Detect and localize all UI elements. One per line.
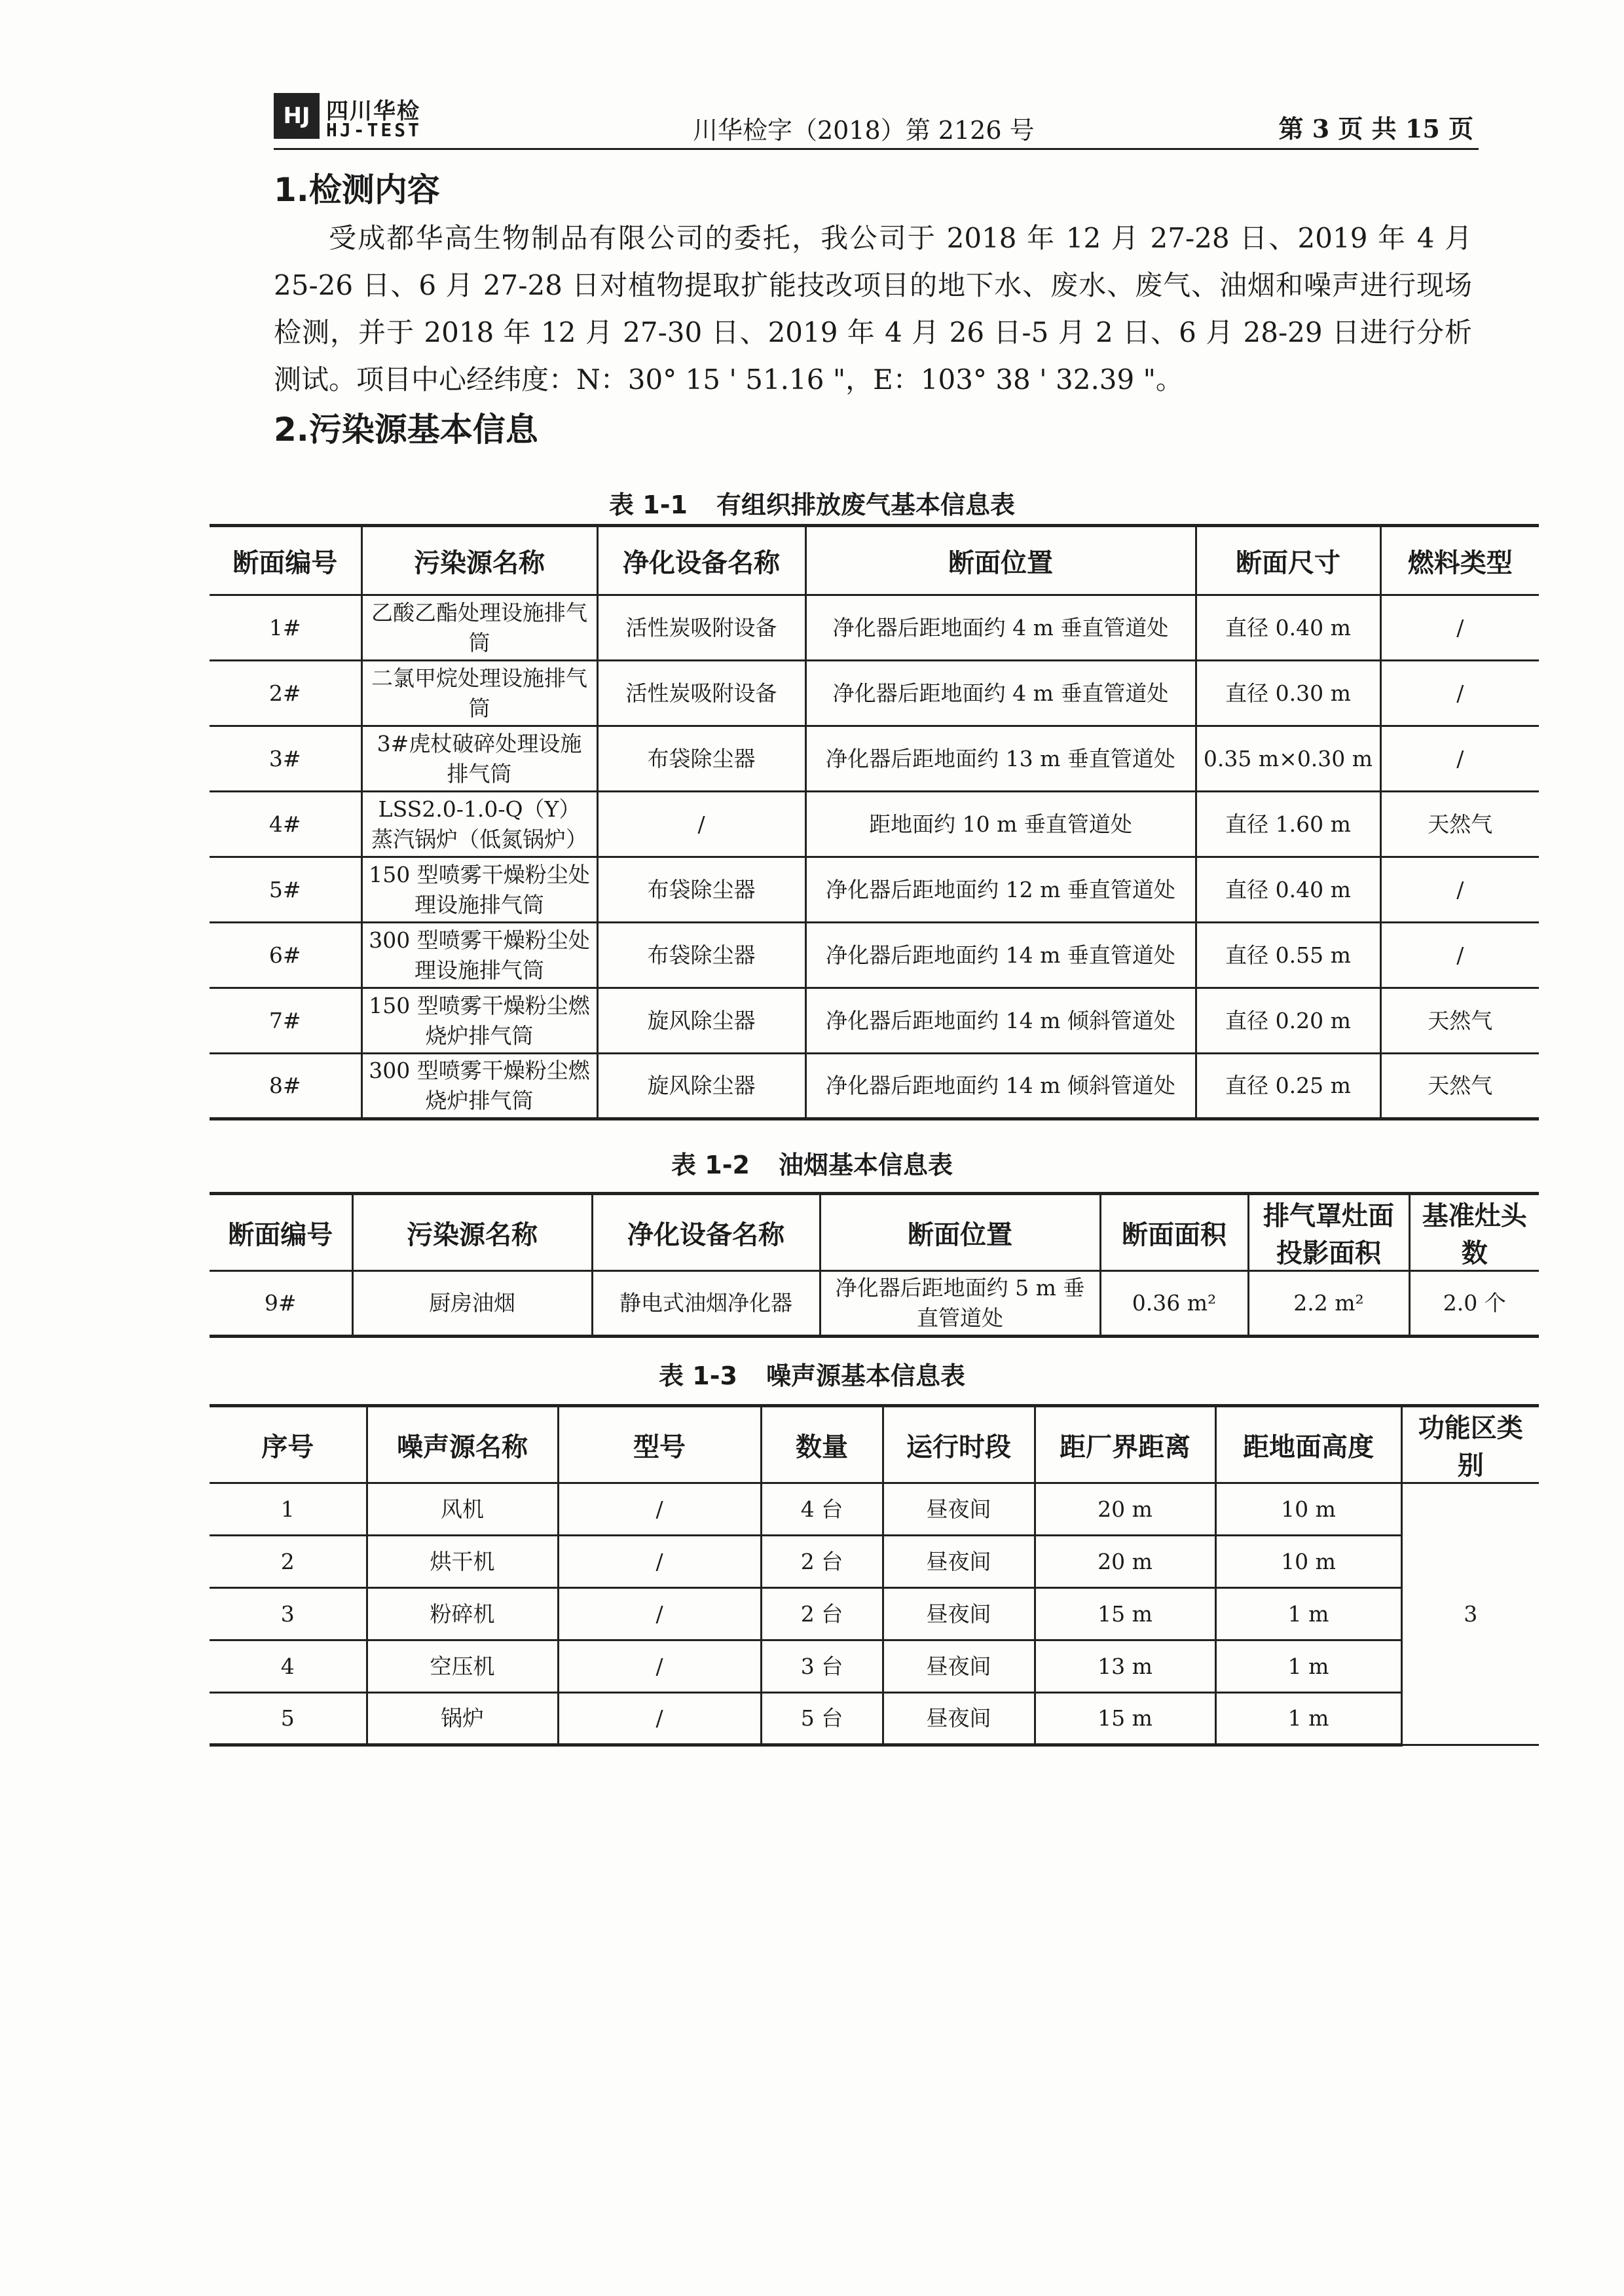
table-cell: 0.36 m² xyxy=(1100,1271,1248,1337)
table-3-title: 噪声源基本信息表 xyxy=(766,1361,965,1390)
table-cell: 净化器后距地面约 5 m 垂直管道处 xyxy=(820,1271,1100,1337)
table-cell: 乙酸乙酯处理设施排气筒 xyxy=(361,595,597,661)
table-cell: 昼夜间 xyxy=(883,1588,1035,1640)
table-cell: 净化器后距地面约 4 m 垂直管道处 xyxy=(805,595,1196,661)
header-cell: 断面编号 xyxy=(210,526,361,595)
table-cell: 直径 0.40 m xyxy=(1196,857,1380,923)
table-cell: 风机 xyxy=(367,1483,558,1536)
header-cell: 燃料类型 xyxy=(1380,526,1539,595)
table-cell: 二氯甲烷处理设施排气筒 xyxy=(361,661,597,726)
table-cell: / xyxy=(597,792,805,857)
table-cell: 烘干机 xyxy=(367,1536,558,1588)
table-cell: 10 m xyxy=(1215,1483,1401,1536)
table-row xyxy=(210,1054,1539,1119)
table-cell: 8# xyxy=(210,1054,361,1119)
table-1-caption xyxy=(0,485,1624,521)
logo-chinese-name: 四川华检 xyxy=(326,98,420,124)
table-row xyxy=(210,661,1539,726)
header-cell: 型号 xyxy=(558,1406,761,1483)
table-cell: 2.0 个 xyxy=(1409,1271,1539,1337)
table-row xyxy=(210,1693,1539,1745)
table-header-row xyxy=(210,1406,1539,1483)
table-cell: 20 m xyxy=(1035,1483,1215,1536)
header-cell: 噪声源名称 xyxy=(367,1406,558,1483)
table-row xyxy=(210,857,1539,923)
table-cell: 净化器后距地面约 12 m 垂直管道处 xyxy=(805,857,1196,923)
table-1-title: 有组织排放废气基本信息表 xyxy=(716,491,1015,519)
table-cell: 直径 0.55 m xyxy=(1196,923,1380,988)
header-cell: 距厂界距离 xyxy=(1035,1406,1215,1483)
table-cell: 3# xyxy=(210,726,361,792)
table-cell: 静电式油烟净化器 xyxy=(592,1271,820,1337)
table-3-number: 表 1-3 xyxy=(659,1361,737,1390)
table-row xyxy=(210,1271,1539,1337)
table-header-row xyxy=(210,1194,1539,1271)
table-cell: 空压机 xyxy=(367,1640,558,1693)
table-cell: 活性炭吸附设备 xyxy=(597,661,805,726)
table-cell: 净化器后距地面约 13 m 垂直管道处 xyxy=(805,726,1196,792)
table-cell: 直径 0.30 m xyxy=(1196,661,1380,726)
table-cell: 2# xyxy=(210,661,361,726)
header-cell: 污染源名称 xyxy=(361,526,597,595)
header-cell: 排气罩灶面投影面积 xyxy=(1248,1194,1409,1271)
table-row xyxy=(210,1588,1539,1640)
section-1-paragraph xyxy=(274,215,1472,403)
table-cell: 1 m xyxy=(1215,1693,1401,1745)
table-cell: 昼夜间 xyxy=(883,1483,1035,1536)
company-logo xyxy=(274,93,444,141)
table-cell: 昼夜间 xyxy=(883,1693,1035,1745)
table-cell: 5 xyxy=(210,1693,367,1745)
table-row xyxy=(210,1536,1539,1588)
table-2-title: 油烟基本信息表 xyxy=(778,1151,953,1179)
table-cell: 2 xyxy=(210,1536,367,1588)
table-3-caption xyxy=(0,1356,1624,1392)
table-cell: 净化器后距地面约 14 m 倾斜管道处 xyxy=(805,988,1196,1054)
table-cell: 直径 0.20 m xyxy=(1196,988,1380,1054)
table-cell: 300 型喷雾干燥粉尘处理设施排气筒 xyxy=(361,923,597,988)
logo-mark: HJ xyxy=(274,93,320,139)
table-cell: LSS2.0-1.0-Q（Y）蒸汽锅炉（低氮锅炉） xyxy=(361,792,597,857)
table-cell: 7# xyxy=(210,988,361,1054)
table-cell: / xyxy=(558,1693,761,1745)
table-cell: / xyxy=(1380,726,1539,792)
table-cell: 20 m xyxy=(1035,1536,1215,1588)
table-cell: 距地面约 10 m 垂直管道处 xyxy=(805,792,1196,857)
table-cell: 300 型喷雾干燥粉尘燃烧炉排气筒 xyxy=(361,1054,597,1119)
table-cell: 锅炉 xyxy=(367,1693,558,1745)
header-cell: 净化设备名称 xyxy=(597,526,805,595)
table-cell: 10 m xyxy=(1215,1536,1401,1588)
table-cell: 1 m xyxy=(1215,1640,1401,1693)
table-cell: 3 台 xyxy=(761,1640,883,1693)
table-cell: 4 xyxy=(210,1640,367,1693)
table-cell: 昼夜间 xyxy=(883,1536,1035,1588)
table-cell: 4# xyxy=(210,792,361,857)
function-zone-cell: 3 xyxy=(1401,1483,1539,1745)
table-cell: 布袋除尘器 xyxy=(597,857,805,923)
table-cell: 3#虎杖破碎处理设施排气筒 xyxy=(361,726,597,792)
table-cell: 6# xyxy=(210,923,361,988)
table-cell: 2.2 m² xyxy=(1248,1271,1409,1337)
page-header xyxy=(274,84,1479,150)
table-1-number: 表 1-1 xyxy=(609,491,688,519)
table-row xyxy=(210,792,1539,857)
table-cell: 直径 0.25 m xyxy=(1196,1054,1380,1119)
table-cell: 150 型喷雾干燥粉尘燃烧炉排气筒 xyxy=(361,988,597,1054)
header-cell: 序号 xyxy=(210,1406,367,1483)
header-cell: 断面位置 xyxy=(805,526,1196,595)
table-cell: 150 型喷雾干燥粉尘处理设施排气筒 xyxy=(361,857,597,923)
table-cell: 1# xyxy=(210,595,361,661)
table-cell: 15 m xyxy=(1035,1588,1215,1640)
header-cell: 断面位置 xyxy=(820,1194,1100,1271)
table-cell: 净化器后距地面约 14 m 倾斜管道处 xyxy=(805,1054,1196,1119)
table-cell: 1 m xyxy=(1215,1588,1401,1640)
table-cell: / xyxy=(558,1588,761,1640)
table-cell: 旋风除尘器 xyxy=(597,988,805,1054)
table-cell: 天然气 xyxy=(1380,988,1539,1054)
table-row xyxy=(210,726,1539,792)
header-cell: 净化设备名称 xyxy=(592,1194,820,1271)
header-cell: 污染源名称 xyxy=(352,1194,592,1271)
table-cell: 直径 1.60 m xyxy=(1196,792,1380,857)
table-cell: 5# xyxy=(210,857,361,923)
table-cell: / xyxy=(558,1483,761,1536)
table-header-row xyxy=(210,526,1539,595)
header-cell: 运行时段 xyxy=(883,1406,1035,1483)
table-2-number: 表 1-2 xyxy=(671,1151,750,1179)
logo-english-name: HJ-TEST xyxy=(326,119,422,141)
table-2-caption xyxy=(0,1145,1624,1181)
table-cell: 0.35 m×0.30 m xyxy=(1196,726,1380,792)
header-cell: 断面编号 xyxy=(210,1194,352,1271)
table-cell: 2 台 xyxy=(761,1588,883,1640)
table-cell: 布袋除尘器 xyxy=(597,923,805,988)
header-cell: 基准灶头数 xyxy=(1409,1194,1539,1271)
table-cell: 4 台 xyxy=(761,1483,883,1536)
table-cell: 13 m xyxy=(1035,1640,1215,1693)
table-exhaust-gas-info xyxy=(210,524,1539,1120)
paragraph-text: 受成都华高生物制品有限公司的委托，我公司于 2018 年 12 月 27-28 日、2019 年 4 月 25-26 日、6 月 27-28 日对植物提取扩能技改项目的地下水、废水、废气、油烟和噪声进行现场检测，并于 2018 年 12 月 27-30 日、2019 年 4 月 26 日-5 月 2 日、6 月 28-29 日进行分析测试。项目中心经纬度：N：30° 15 ' 51.16 "，E：103° 38 ' 32.39 "。 xyxy=(274,222,1472,396)
page-number: 第 3 页 共 15 页 xyxy=(1278,114,1473,143)
table-row xyxy=(210,595,1539,661)
table-cell: 活性炭吸附设备 xyxy=(597,595,805,661)
table-cell: / xyxy=(1380,661,1539,726)
table-cell: 净化器后距地面约 4 m 垂直管道处 xyxy=(805,661,1196,726)
table-cooking-fume-info xyxy=(210,1192,1539,1338)
table-cell: / xyxy=(1380,857,1539,923)
table-noise-source-info xyxy=(210,1404,1539,1747)
table-row xyxy=(210,1640,1539,1693)
header-cell: 距地面高度 xyxy=(1215,1406,1401,1483)
table-cell: 天然气 xyxy=(1380,1054,1539,1119)
document-number: 川华检字（2018）第 2126 号 xyxy=(693,116,1035,145)
table-cell: 天然气 xyxy=(1380,792,1539,857)
header-cell: 断面尺寸 xyxy=(1196,526,1380,595)
header-cell: 断面面积 xyxy=(1100,1194,1248,1271)
table-cell: / xyxy=(1380,923,1539,988)
header-cell: 功能区类别 xyxy=(1401,1406,1539,1483)
table-row xyxy=(210,988,1539,1054)
table-row xyxy=(210,923,1539,988)
table-cell: 直径 0.40 m xyxy=(1196,595,1380,661)
table-cell: 厨房油烟 xyxy=(352,1271,592,1337)
table-cell: 布袋除尘器 xyxy=(597,726,805,792)
table-cell: / xyxy=(558,1536,761,1588)
table-cell: / xyxy=(558,1640,761,1693)
header-cell: 数量 xyxy=(761,1406,883,1483)
section-2-title: 2.污染源基本信息 xyxy=(274,411,538,449)
table-cell: 旋风除尘器 xyxy=(597,1054,805,1119)
table-row xyxy=(210,1483,1539,1536)
table-cell: / xyxy=(1380,595,1539,661)
table-cell: 1 xyxy=(210,1483,367,1536)
table-cell: 9# xyxy=(210,1271,352,1337)
table-cell: 15 m xyxy=(1035,1693,1215,1745)
table-cell: 净化器后距地面约 14 m 垂直管道处 xyxy=(805,923,1196,988)
section-1-title: 1.检测内容 xyxy=(274,171,440,209)
table-cell: 5 台 xyxy=(761,1693,883,1745)
table-cell: 昼夜间 xyxy=(883,1640,1035,1693)
table-cell: 粉碎机 xyxy=(367,1588,558,1640)
table-cell: 2 台 xyxy=(761,1536,883,1588)
table-cell: 3 xyxy=(210,1588,367,1640)
